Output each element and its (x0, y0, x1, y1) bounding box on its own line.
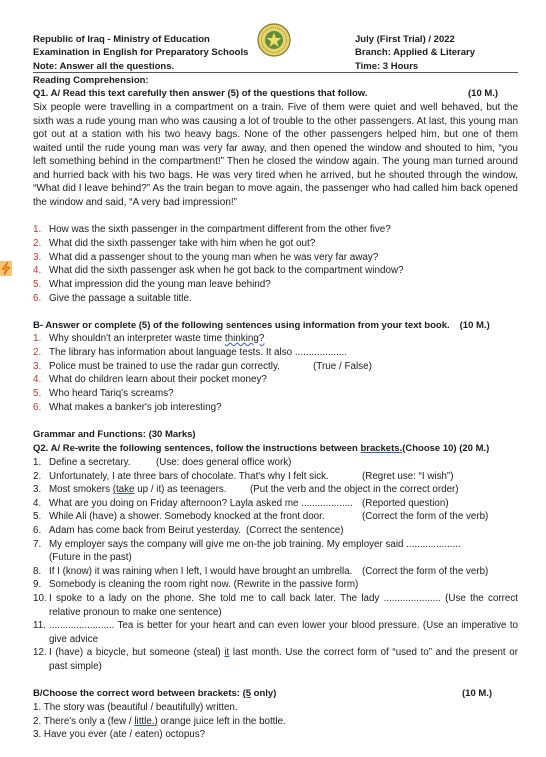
header-right (355, 33, 475, 73)
item-text-rest: up / it) as teenagers. (134, 484, 227, 496)
reading-question (33, 278, 518, 292)
header-time: Time: 3 Hours (355, 60, 419, 72)
q2a-item (33, 510, 518, 524)
q1a-marks: (10 M.) (468, 88, 499, 99)
item-text: The story was (beautiful / beautifully) written. (43, 702, 238, 713)
item-text: Why shouldn't an interpreter waste time (49, 333, 225, 344)
item-number: 2. (33, 470, 42, 482)
question-text: What did the sixth passenger ask when he got back to the compartment window? (49, 265, 404, 277)
q2a-item (33, 524, 518, 538)
ministry-seal-icon (257, 23, 291, 57)
item-instruction: (Correct the sentence) (246, 524, 344, 536)
q2a-heading (33, 442, 518, 456)
q1b-heading (33, 319, 518, 333)
q2b-item (33, 728, 518, 742)
item-number: 7. (33, 538, 42, 550)
item-text: The library has information about language tests. It also ................... (49, 346, 348, 358)
q2b-instruction-rest: only) (251, 688, 277, 699)
q1b-items (33, 332, 518, 415)
item-instruction: (Use the correct relative pronoun to make one sentence) (49, 592, 518, 618)
item-number: 3. (33, 484, 42, 496)
header-date: July (First Trial) / 2022 (355, 34, 455, 45)
q2a-underlined: brackets. (360, 443, 403, 454)
question-text: What did the sixth passenger take with him when he got out? (49, 237, 316, 249)
question-text: What impression did the young man leave behind? (49, 279, 271, 291)
item-number: 4. (33, 374, 42, 386)
reading-question (33, 264, 518, 278)
q1b-item (33, 332, 518, 346)
item-number: 8. (33, 565, 42, 577)
item-instruction: (Put the verb and the object in the correct order) (250, 484, 459, 496)
q2b-item (33, 715, 518, 729)
question-number: 1. (33, 224, 42, 235)
q2a-item (33, 578, 518, 592)
item-number: 4. (33, 497, 42, 509)
item-instruction: (Regret use: “I wish”) (362, 470, 454, 482)
item-text: What makes a banker's job interesting? (49, 401, 222, 413)
item-number: 3. (33, 729, 42, 740)
item-text-group (49, 483, 245, 497)
reading-passage: Six people were travelling in a compartment on a train. Five of them were quiet and well behaved, but the sixth was a rude young man who was causing a lot of trouble to the other passengers. At last, this young man got out at a station with his two heavy bags. None of the other passengers helped him, but one of them waited until the rude young man was very far away, and then opened the window and shouted to him, “you left something behind in the compartment!” Then he closed the window again. The young man turned around and hurried back with his two bags. He was very tired when he arrived, but he shouted through the window, “What did I leave behind?” As the train began to move again, the passenger who had called him back opened the window and said, “A very bad impression!” (33, 102, 518, 208)
q2b-underlined: (5 (242, 688, 252, 699)
question-number: 3. (33, 251, 42, 263)
q2b-marks: (10 M.) (462, 688, 493, 699)
question-number: 6. (33, 292, 42, 304)
item-underlined-word: thinking? (224, 333, 265, 344)
item-number: 6. (33, 524, 42, 536)
q2a-item (33, 619, 518, 646)
q1b-item (33, 387, 518, 401)
item-number: 11. (33, 620, 46, 632)
question-text: Give the passage a suitable title. (49, 292, 192, 304)
section-heading-grammar: Grammar and Functions: (30 Marks) (33, 429, 196, 440)
item-text: Unfortunately, I ate three bars of chocolate. That's why I felt sick. (49, 470, 329, 482)
q1a-heading (33, 87, 518, 101)
header-ministry: Republic of Iraq - Ministry of Education (33, 34, 210, 45)
q2a-choose: (Choose 10) (402, 443, 457, 454)
question-number: 5. (33, 279, 42, 291)
item-text: What are you doing on Friday afternoon? Layla asked me ................... (49, 497, 353, 509)
question-text: What did a passenger shout to the young man when he was very far away? (49, 251, 379, 263)
q2b-item (33, 701, 518, 715)
item-number: 2. (33, 715, 42, 727)
lightning-icon (0, 261, 12, 276)
q2a-item (33, 592, 518, 619)
header-left (33, 33, 248, 73)
item-text: Most smokers (49, 484, 113, 496)
item-text: Define a secretary. (49, 457, 131, 468)
item-text: While Ali (have) a shower. Somebody knocked at the front door. (49, 511, 325, 523)
q2b-heading (33, 687, 518, 701)
q2a-item (33, 470, 518, 484)
q2a-item (33, 483, 518, 497)
item-text: ........................ Tea is better for your heart and can even lower your blood pressure. (49, 620, 420, 632)
reading-question (33, 223, 518, 237)
q1b-item (33, 360, 518, 374)
item-number: 1. (33, 333, 42, 344)
question-number: 2. (33, 237, 42, 249)
item-text-rest: last month. Use the correct form of “used to” and the present or past simple) (49, 647, 518, 672)
item-text: Who heard Tariq's screams? (49, 388, 174, 400)
item-number: 12. (33, 647, 47, 659)
question-number: 4. (33, 265, 42, 277)
q2a-item (33, 456, 518, 470)
item-instruction: (Use an imperative to give advice (49, 620, 518, 645)
item-text: If I (know) it was raining when I left, I would have brought an umbrella. (49, 565, 353, 577)
item-instruction: (Future in the past) (49, 552, 132, 564)
q2a-item (33, 497, 518, 511)
item-underlined: it (224, 647, 230, 659)
item-text: What do children learn about their pocket money? (49, 374, 267, 386)
item-instruction: (Use: does general office work) (156, 457, 292, 468)
q1a-instruction: Q1. A/ Read this text carefully then answer (5) of the questions that follow. (33, 88, 368, 99)
q2a-items (33, 456, 518, 674)
item-number: 1. (33, 457, 42, 468)
reading-question (33, 292, 518, 306)
header-branch: Branch: Applied & Literary (355, 47, 476, 59)
q2a-item (33, 565, 518, 579)
item-text: I (have) a bicycle, but someone (steal) (49, 647, 225, 659)
item-text-rest: orange juice left in the bottle. (157, 715, 286, 727)
item-instruction: (Correct the form of the verb) (362, 511, 489, 523)
item-text: I spoke to a lady on the phone. She told me to call back later. The lady ..................... (49, 592, 441, 604)
q2a-instruction: Q2. A/ Re-write the following sentences, follow the instructions between (33, 443, 361, 454)
section-heading-reading: Reading Comprehension: (33, 74, 149, 86)
q2a-item (33, 538, 518, 565)
q1b-item (33, 401, 518, 415)
q2a-item (33, 646, 518, 673)
item-text: My employer says the company will give me on-the job training. My employer said .................... (49, 538, 461, 550)
item-instruction: (Reported question) (362, 497, 449, 509)
q1b-instruction: B- Answer or complete (5) of the following sentences using information from your text book. (33, 320, 450, 331)
q2b-instruction: B/Choose the correct word between brackets: (33, 688, 243, 699)
item-number: 9. (33, 579, 42, 591)
q2b-items (33, 701, 518, 742)
item-number: 2. (33, 346, 42, 358)
reading-question (33, 251, 518, 265)
item-number: 5. (33, 511, 42, 523)
item-text: Somebody is cleaning the room right now. (49, 579, 231, 591)
q1b-marks: (10 M.) (459, 320, 490, 331)
item-underlined: (take (112, 484, 135, 496)
question-text: How was the sixth passenger in the compartment different from the other five? (49, 224, 391, 235)
item-text: There's only a (few / (43, 715, 135, 727)
item-instruction: (Correct the form of the verb) (362, 565, 489, 577)
item-text: Police must be trained to use the radar gun correctly. (49, 360, 280, 372)
q2a-marks: (20 M.) (459, 443, 490, 454)
header-exam-title: Examination in English for Preparatory Schools (33, 47, 249, 59)
item-number: 10. (33, 592, 47, 604)
item-number: 1. (33, 702, 42, 713)
item-text: Adam has come back from Beirut yesterday. (49, 524, 242, 536)
item-text: Have you ever (ate / eaten) octopus? (43, 729, 206, 740)
reading-question (33, 237, 518, 251)
item-number: 6. (33, 401, 42, 413)
reading-questions (33, 223, 518, 306)
item-number: 3. (33, 360, 42, 372)
header-note: Note: Answer all the questions. (33, 60, 175, 72)
q1b-item (33, 373, 518, 387)
item-underlined: little.) (134, 715, 158, 727)
item-option: (True / False) (313, 360, 372, 372)
item-number: 5. (33, 388, 42, 400)
item-instruction: (Rewrite in the passive form) (233, 579, 359, 591)
q1b-item (33, 346, 518, 360)
